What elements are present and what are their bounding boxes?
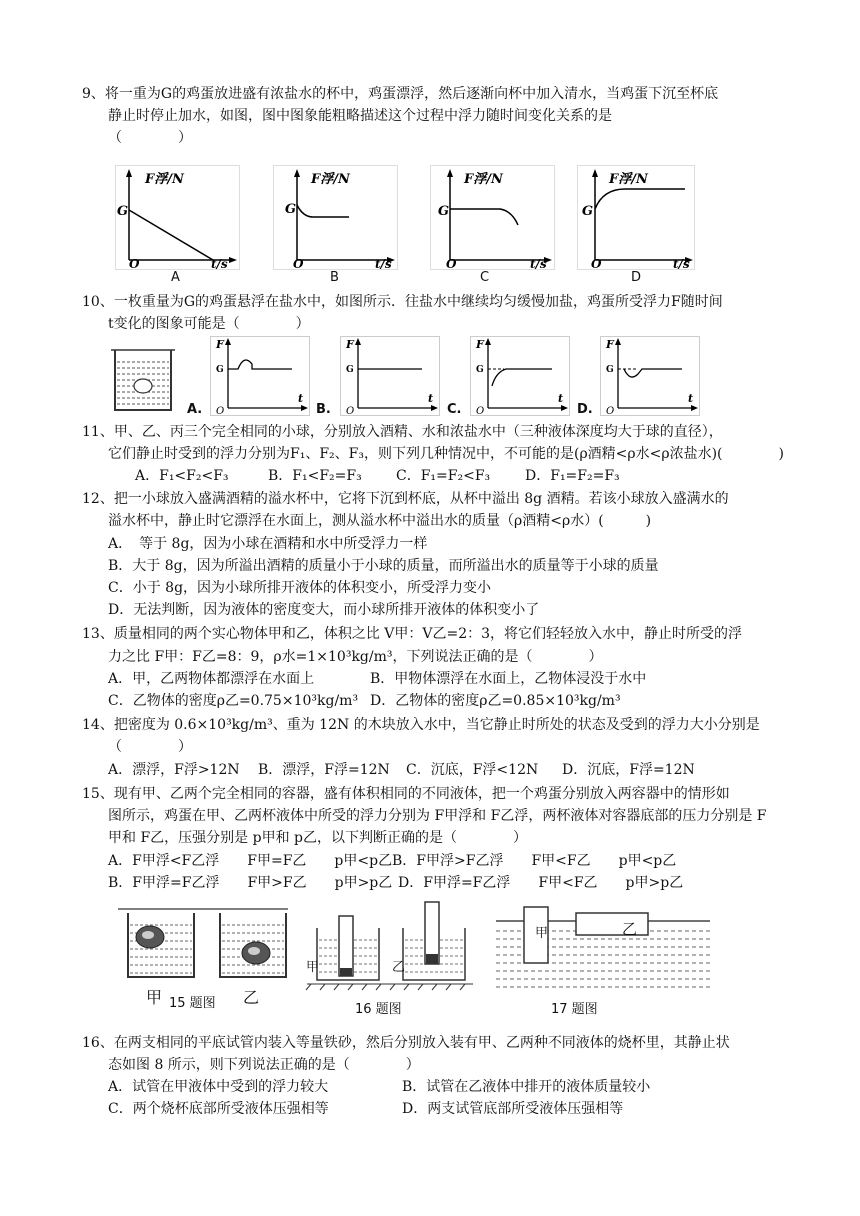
q9a-xlabel: t/s [211,257,228,270]
q11-line1: 11、甲、乙、丙三个完全相同的小球，分别放入酒精、水和浓盐水中（三种液体深度均大于球的直径）， [82,424,723,440]
q13-option-c[interactable]: C．乙物体的密度ρ乙=0.75×10³kg/m³ [108,693,359,709]
q11-option-d[interactable]: D．F₁=F₂=F₃ [525,468,620,484]
fig17-label-right: 乙 [622,920,638,938]
q14-option-c[interactable]: C．沉底，F浮<12N [406,762,539,778]
fig15-caption: 15 题图 [169,996,216,1011]
q9-graph-d [577,165,695,270]
q12-option-c[interactable]: C．小于 8g，因为小球所排开液体的体积变小，所受浮力变小 [108,580,492,596]
q13-option-b[interactable]: B．甲物体漂浮在水面上，乙物体浸没于水中 [370,671,647,687]
q14-option-b[interactable]: B．漂浮，F浮=12N [258,762,390,778]
q9b-xlabel: t/s [375,257,392,270]
fig15-label-right: 乙 [243,988,260,1007]
q9d-ylabel: F浮/N [609,172,648,187]
q15-line1: 15、现有甲、乙两个完全相同的容器，盛有体积相同的不同液体，把一个鸡蛋分别放入两容器中的情形如 [82,786,730,802]
q16-option-a[interactable]: A．试管在甲液体中受到的浮力较大 [108,1079,329,1095]
q13-option-a[interactable]: A．甲，乙两物体都漂浮在水面上 [108,671,315,687]
q9-label-b: B [330,270,339,285]
q11-option-c[interactable]: C．F₁=F₂<F₃ [396,468,491,484]
q10a-ylabel: F [216,338,224,351]
q10-line1: 10、一枚重量为G的鸡蛋悬浮在盐水中，如图所示．往盐水中继续均匀缓慢加盐，鸡蛋所受浮力F随时间 [82,294,723,310]
q13-line1: 13、质量相同的两个实心物体甲和乙，体积之比 V甲：V乙=2：3，将它们轻轻放入水中，静止时所受的浮 [82,626,743,642]
q10-beaker [107,344,179,414]
q10-graph-c [470,336,570,416]
q9-line2: 静止时停止加水，如图，图中图象能粗略描述这个过程中浮力随时间变化关系的是 [108,108,612,124]
q10b-origin: O [346,406,355,416]
q10c-xlabel: t [558,392,564,405]
q14-option-d[interactable]: D．沉底，F浮=12N [562,762,695,778]
q12-option-a[interactable]: A． 等于 8g，因为小球在酒精和水中所受浮力一样 [108,536,428,552]
block-yi [576,913,648,935]
q11-option-b[interactable]: B．F₁<F₂=F₃ [268,468,362,484]
q14-line1: 14、把密度为 0.6×10³kg/m³、重为 12N 的木块放入水中，当它静止时所处的状态及受到的浮力大小分别是 [82,717,760,733]
q10-graph-b [340,336,440,416]
q10d-g: G [606,365,614,375]
q9-graph-a [115,165,240,270]
q9-label-c: C [480,270,490,285]
q9a-ylabel: F浮/N [145,172,184,187]
q13-line2: 力之比 F甲：F乙=8：9，ρ水=1×10³kg/m³，下列说法正确的是（ ） [108,649,603,665]
q10c-g: G [476,365,484,375]
q10d-xlabel: t [688,392,694,405]
q15-option-d[interactable]: D．F甲浮=F乙浮 F甲<F乙 p甲>p乙 [398,875,684,891]
q9-graph-b [273,165,398,270]
q10d-origin: O [606,406,615,416]
q16-option-b[interactable]: B．试管在乙液体中排开的液体质量较小 [402,1079,651,1095]
q16-line2: 态如图 8 所示，则下列说法正确的是（ ） [108,1057,420,1073]
fig17-label-left: 甲 [535,926,549,941]
q10-label-b: B. [316,402,331,417]
q11-line2: 它们静止时受到的浮力分别为F₁、F₂、F₃，则下列几种情况中，不可能的是(ρ酒精<ρ水<ρ浓盐水)( ) [108,446,784,462]
q9-label-a: A [171,270,180,285]
fig15-label-left: 甲 [146,988,163,1007]
q10-label-a: A. [187,402,203,417]
q9d-origin: O [591,257,602,270]
test-tube-left [339,916,353,976]
q10a-g: G [216,365,224,375]
q15-option-a[interactable]: A．F甲浮<F乙浮 F甲=F乙 p甲<p乙 [108,853,393,869]
q14-line2: （ ） [108,739,192,755]
q15-option-c[interactable]: B．F甲浮=F乙浮 F甲>F乙 p甲>p乙 [108,875,393,891]
q15-line3: 甲和 F乙，压强分别是 p甲和 p乙，以下判断正确的是（ ） [108,830,527,846]
q9c-g: G [438,204,450,219]
q9d-xlabel: t/s [673,257,690,270]
q12-line1: 12、把一小球放入盛满酒精的溢水杯中，它将下沉到杯底，从杯中溢出 8g 酒精。若该小球放入盛满水的 [82,491,729,507]
fig16-caption: 16 题图 [355,1002,402,1017]
q9-label-d: D [631,270,642,285]
fig16-label-left: 甲 [306,960,320,975]
q16-option-d[interactable]: D．两支试管底部所受液体压强相等 [402,1101,624,1117]
q9a-g: G [117,204,129,219]
q10-label-c: C. [447,402,462,417]
q15-line2: 图所示，鸡蛋在甲、乙两杯液体中所受的浮力分别为 F甲浮和 F乙浮，两杯液体对容器底部的压力分别是 F [108,808,767,824]
egg-icon [134,379,152,393]
fig17-diagram [494,903,712,995]
q10c-ylabel: F [476,338,484,351]
q10c-origin: O [476,406,485,416]
q9c-xlabel: t/s [530,257,547,270]
fig16-diagram [305,900,475,995]
q10-graph-a [210,336,310,416]
q9-answer-blank: （ ） [108,130,192,146]
q12-option-b[interactable]: B．大于 8g，因为所溢出酒精的质量小于小球的质量，而所溢出水的质量等于小球的质量 [108,558,659,574]
q16-option-c[interactable]: C．两个烧杯底部所受液体压强相等 [108,1101,329,1117]
q9b-ylabel: F浮/N [311,172,350,187]
q9c-ylabel: F浮/N [464,172,503,187]
fig17-caption: 17 题图 [551,1002,598,1017]
q12-line2: 溢水杯中，静止时它漂浮在水面上，测从溢水杯中溢出水的质量（ρ酒精<ρ水）( ) [108,513,652,529]
q11-option-a[interactable]: A．F₁<F₂<F₃ [135,468,229,484]
q10-label-d: D. [577,402,593,417]
q9-line1: 9、将一重为G的鸡蛋放进盛有浓盐水的杯中，鸡蛋漂浮，然后逐渐向杯中加入清水，当鸡蛋下沉至杯底 [82,86,719,102]
q16-line1: 16、在两支相同的平底试管内装入等量铁砂，然后分别放入装有甲、乙两种不同液体的烧杯里，其静止状 [82,1035,730,1051]
q13-option-d[interactable]: D．乙物体的密度ρ乙=0.85×10³kg/m³ [370,693,621,709]
q9a-origin: O [129,257,140,270]
q10a-origin: O [216,406,225,416]
q10-line2: t变化的图象可能是（ ） [108,316,310,332]
q9d-g: G [582,204,594,219]
q10b-xlabel: t [428,392,434,405]
q9-graph-c [430,165,555,270]
q10a-xlabel: t [298,392,304,405]
q10-graph-d [600,336,700,416]
q10d-ylabel: F [606,338,614,351]
q9b-g: G [285,202,297,217]
q12-option-d[interactable]: D．无法判断，因为液体的密度变大，而小球所排开液体的体积变小了 [108,602,540,618]
q14-option-a[interactable]: A．漂浮，F浮>12N [108,762,240,778]
q10b-ylabel: F [346,338,354,351]
q15-option-b[interactable]: B．F甲浮>F乙浮 F甲<F乙 p甲<p乙 [392,853,677,869]
q9c-origin: O [446,257,457,270]
q10b-g: G [346,365,354,375]
fig16-label-right: 乙 [392,960,406,975]
q9b-origin: O [293,257,304,270]
fig15-diagram [118,905,288,983]
